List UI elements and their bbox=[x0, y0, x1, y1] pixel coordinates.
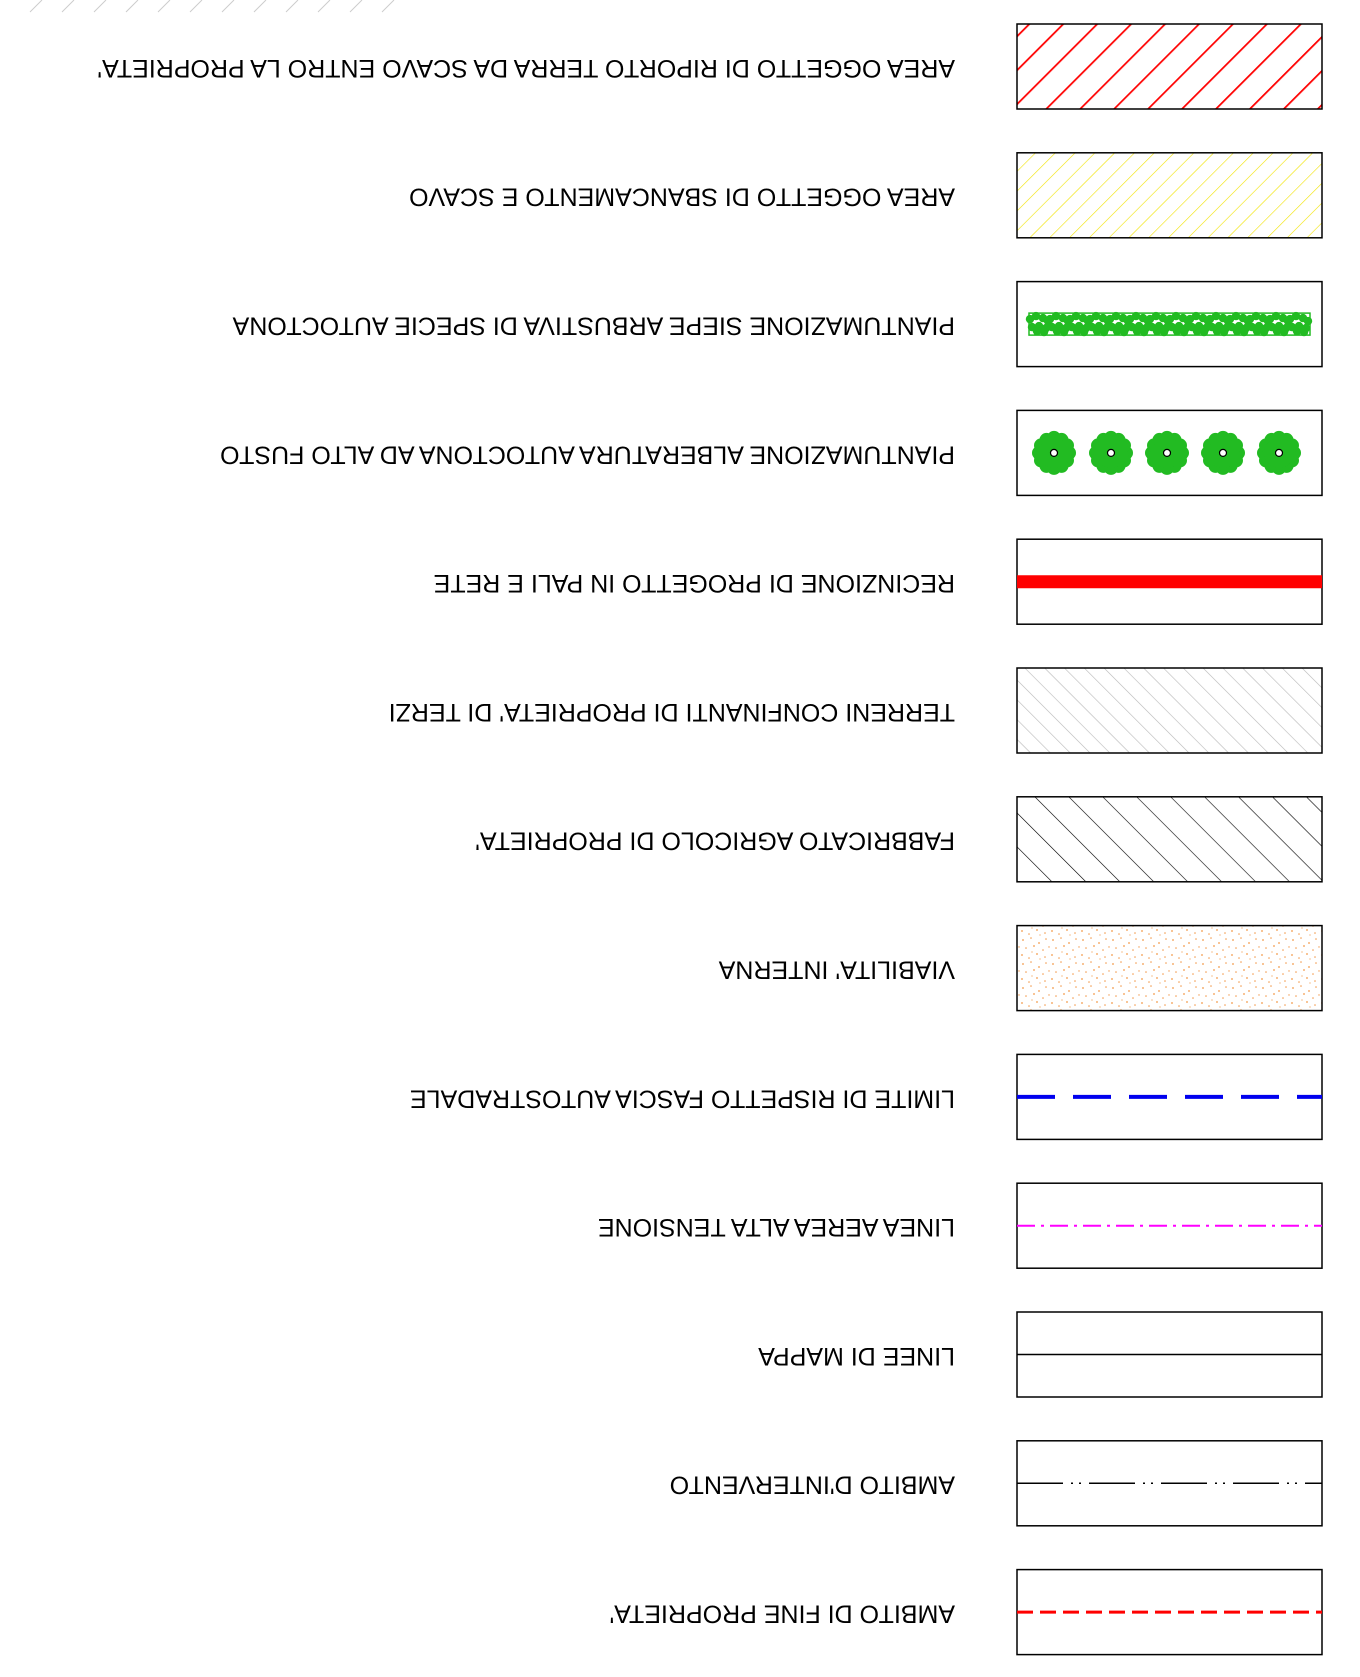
legend-row bbox=[475, 797, 1322, 882]
legend-symbol-black-hatch bbox=[1017, 797, 1322, 882]
legend-symbol-magenta-dashdot-line bbox=[1017, 1183, 1322, 1268]
legend-label: LIMITE DI RISPETTO FASCIA AUTOSTRADALE bbox=[409, 1084, 955, 1113]
legend-label: AMBITO DI FINE PROPRIETA' bbox=[609, 1599, 955, 1628]
legend-row bbox=[670, 1441, 1322, 1526]
legend-row bbox=[410, 1054, 1322, 1139]
legend-row bbox=[220, 410, 1322, 495]
legend-row bbox=[718, 926, 1322, 1011]
legend-symbol-red-dashed-line bbox=[1017, 1570, 1322, 1655]
legend-label: PIANTUMAZIONE SIEPE ARBUSTIVA DI SPECIE AUTOCTONA bbox=[232, 311, 955, 340]
legend-label: LINEE DI MAPPA bbox=[758, 1341, 955, 1370]
legend-row bbox=[609, 1570, 1322, 1655]
legend-label: FABBRICATO AGRICOLO DI PROPRIETA' bbox=[475, 826, 955, 855]
legend-row bbox=[97, 24, 1322, 109]
legend-row bbox=[389, 668, 1322, 753]
legend-symbol-green-hedge bbox=[1017, 282, 1322, 367]
legend-row bbox=[434, 539, 1322, 624]
legend-label: AREA OGGETTO DI RIPORTO TERRA DA SCAVO ENTRO LA PROPRIETA' bbox=[97, 53, 955, 82]
legend-label: AREA OGGETTO DI SBANCAMENTO E SCAVO bbox=[409, 182, 955, 211]
legend-label: AMBITO D'INTERVENTO bbox=[669, 1470, 955, 1499]
legend-label: VIABILITA' INTERNA bbox=[718, 955, 955, 984]
legend-symbol-green-trees bbox=[1017, 410, 1322, 495]
legend-row bbox=[232, 282, 1322, 367]
legend-symbol-red-hatch bbox=[1017, 24, 1322, 109]
legend-symbol-black-dashdot-line bbox=[1017, 1441, 1322, 1526]
legend-label: TERRENI CONFINANTI DI PROPRIETA' DI TERZI bbox=[388, 697, 955, 726]
legend-symbol-red-thick-line bbox=[1017, 539, 1322, 624]
legend-label: LINEA AEREA ALTA TENSIONE bbox=[597, 1213, 955, 1242]
sheet-border-hatch bbox=[30, 0, 394, 12]
legend-symbol-yellow-hatch bbox=[1017, 153, 1322, 238]
legend-symbol-grey-hatch bbox=[1017, 668, 1322, 753]
legend-symbol-blue-dashed-line bbox=[1017, 1054, 1322, 1139]
legend-label: PIANTUMAZIONE ALBERATURA AUTOCTONA AD ALTO FUSTO bbox=[220, 440, 955, 469]
legend-row bbox=[598, 1183, 1322, 1268]
legend-row bbox=[409, 153, 1322, 238]
legend-row bbox=[758, 1312, 1322, 1397]
legend-symbol-black-line bbox=[1017, 1312, 1322, 1397]
legend-symbol-orange-dots bbox=[1017, 926, 1322, 1011]
legend-label: RECINZIONE DI PROGETTO IN PALI E RETE bbox=[433, 569, 955, 598]
